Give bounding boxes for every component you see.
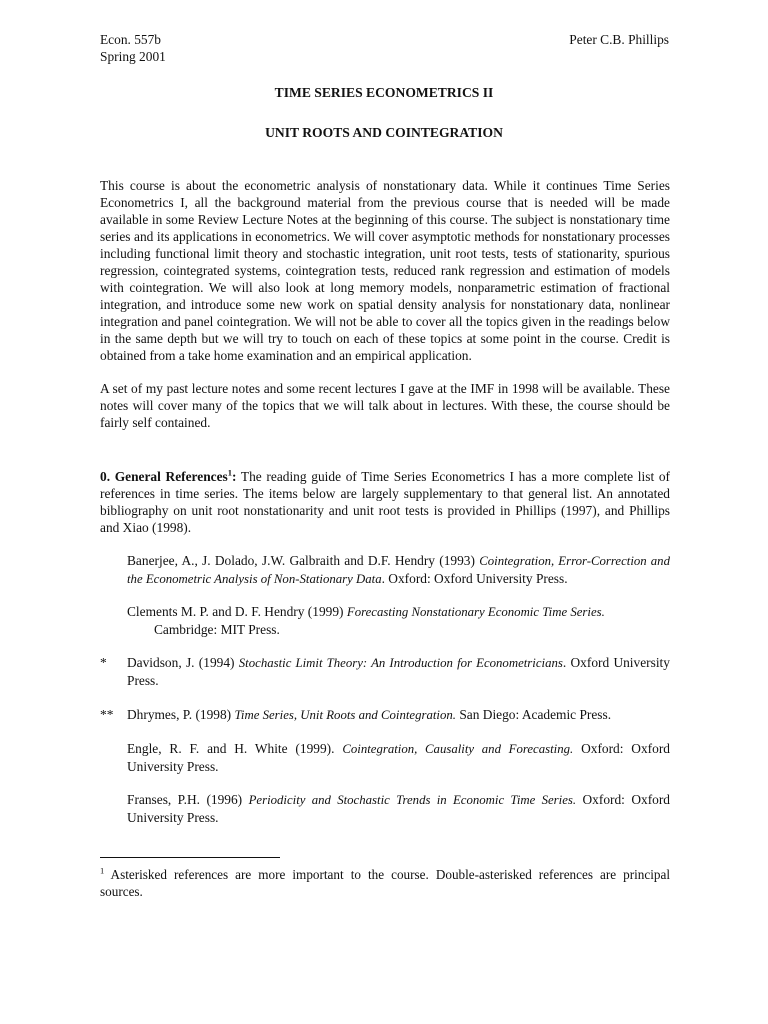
document-subtitle: UNIT ROOTS AND COINTEGRATION: [265, 125, 503, 140]
reference-item: Davidson, J. (1994) Stochastic Limit Theory: An Introduction for Econometricians. Oxford University Press.: [127, 655, 670, 688]
reference-item: Banerjee, A., J. Dolado, J.W. Galbraith and D.F. Hendry (1993) Cointegration, Error-Correction and the Econometric Analysis of Non-Stationary Data. Oxford: Oxford University Press.: [127, 553, 670, 586]
reference-item: Dhrymes, P. (1998) Time Series, Unit Roots and Cointegration. San Diego: Academic Press.: [127, 707, 612, 722]
reference-item: Clements M. P. and D. F. Hendry (1999) Forecasting Nonstationary Economic Time Series. Cambridge: MIT Press.: [127, 604, 605, 637]
reference-title: Time Series, Unit Roots and Cointegration.: [234, 708, 456, 722]
course-code: Econ. 557b: [100, 32, 161, 47]
footnote-mark: 1: [100, 865, 105, 876]
course-header: [100, 31, 166, 65]
reference-title: Periodicity and Stochastic Trends in Economic Time Series.: [248, 793, 577, 807]
course-term: Spring 2001: [100, 49, 166, 64]
reference-title: Forecasting Nonstationary Economic Time Series.: [346, 605, 605, 619]
intro-paragraph: This course is about the econometric analysis of nonstationary data. While it continues Time Series Econometrics I, all the background material from the previous course that is needed will be made available in some Review Lecture Notes at the beginning of this course. The subject is nonstationary time series and its applications in econometrics. We will cover asymptotic methods for nonstationary processes including functional limit theory and stochastic integration, unit root tests, tests of stationarity, spurious regression, cointegrated systems, cointegration tests, reduced rank regression and estimation of models with cointegration. We will also look at long memory models, nonparametric estimation of fractional integration, and introduce some new work on spatial density analysis for nonstationary data, nonlinear integration and panel cointegration. We will not be able to cover all the topics given in the readings below in the same depth but we will try to touch on each of these topics at some point in the course. Credit is obtained from a take home examination and an empirical application.: [100, 178, 670, 363]
footnote-divider: [100, 857, 280, 858]
reference-title: Cointegration, Causality and Forecasting.: [342, 742, 574, 756]
reference-item: Franses, P.H. (1996) Periodicity and Stochastic Trends in Economic Time Series. Oxford: Oxford University Press.: [127, 792, 670, 825]
importance-marker: *: [100, 655, 107, 670]
section-heading: 0. General References$^1$:: [100, 467, 237, 484]
reference-title: Stochastic Limit Theory: An Introduction for Econometricians: [238, 656, 563, 670]
footnote: [100, 866, 670, 900]
section-text: The reading guide of Time Series Econometrics I has a more complete list of references in time series. The items below are largely supplementary to that general list. An annotated bibliography on unit root nonstationarity and unit root tests is provided in Phillips (1997), and Phillips and Xiao (1998).: [100, 469, 671, 535]
reference-item: Engle, R. F. and H. White (1999). Cointegration, Causality and Forecasting. Oxford: Oxford University Press.: [127, 741, 670, 774]
lecture-notes-paragraph: A set of my past lecture notes and some recent lectures I gave at the IMF in 1998 will be available. These notes will cover many of the topics that we will talk about in lectures. With these, the course should be fairly self contained.: [100, 381, 670, 430]
footnote-text: Asterisked references are more important to the course. Double-asterisked references are principal sources.: [100, 867, 670, 899]
footnote-ref[interactable]: 1: [227, 467, 232, 478]
general-references-paragraph: [100, 468, 670, 536]
document-title: TIME SERIES ECONOMETRICS II: [274, 85, 494, 100]
reference-title: Cointegration, Error-Correction and the Econometric Analysis of Non-Stationary Data: [127, 554, 670, 586]
author-name: Peter C.B. Phillips: [569, 32, 669, 47]
importance-marker: **: [100, 707, 114, 722]
